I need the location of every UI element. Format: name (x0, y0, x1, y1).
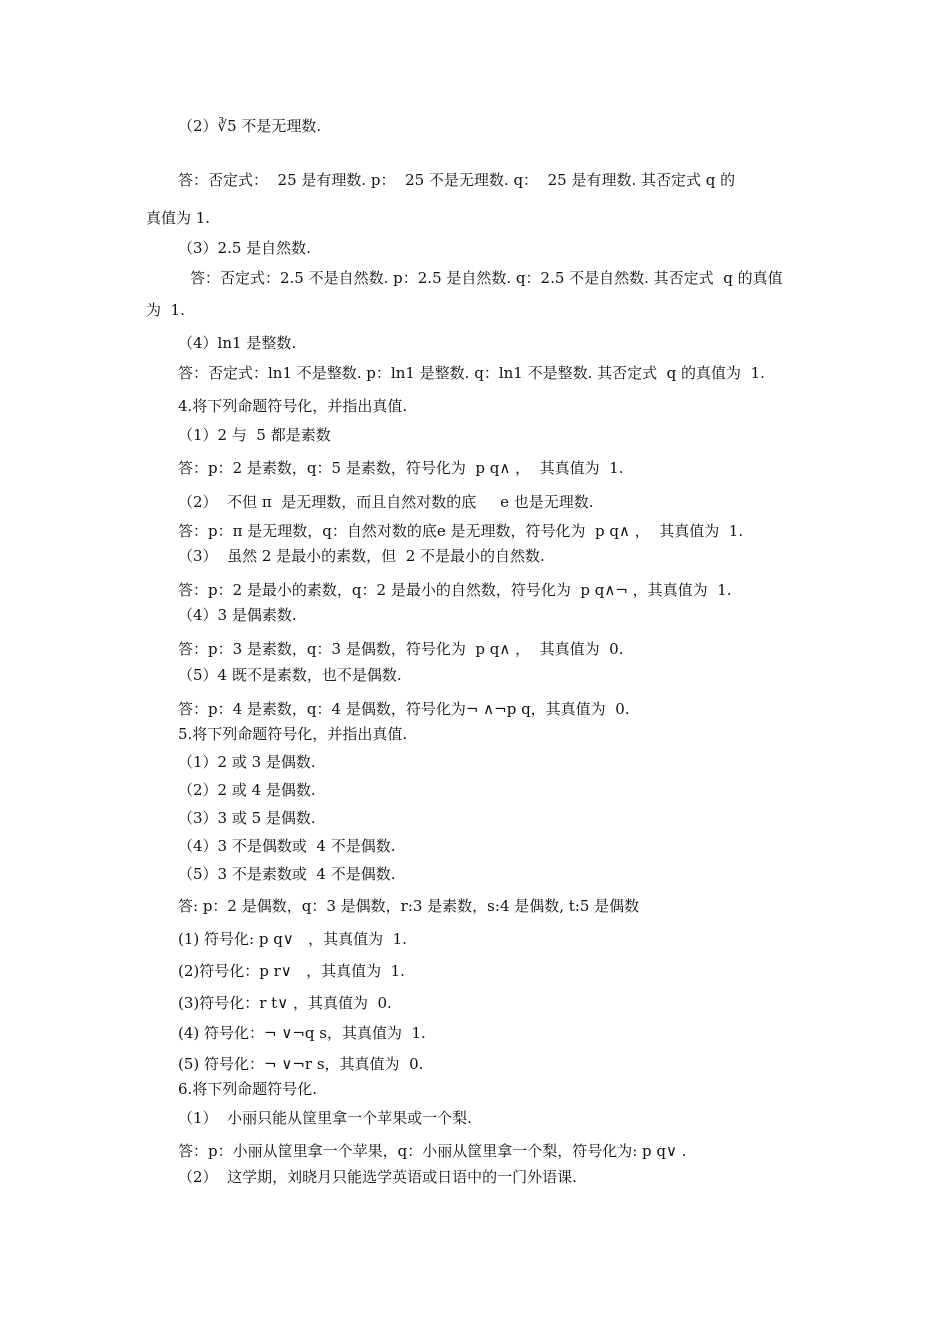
text-line: 答：p：小丽从筐里拿一个苹果，q：小丽从筐里拿一个梨，符号化为: p q∨ . (178, 1142, 687, 1160)
text-line: 4.将下列命题符号化，并指出真值. (178, 397, 408, 415)
text-line: （3） 虽然 2 是最小的素数，但 2 不是最小的自然数. (178, 547, 545, 565)
text-line: （4）3 不是偶数或 4 不是偶数. (178, 837, 396, 855)
text-line: 答：p：3 是素数，q：3 是偶数，符号化为 p q∧ ， 其真值为 0. (178, 640, 624, 658)
text-line: （4）3 是偶素数. (178, 606, 297, 624)
text-line: （4）ln1 是整数. (178, 334, 297, 352)
text-line: 6.将下列命题符号化. (178, 1080, 318, 1098)
text-line: (3)符号化：r t∨ ，其真值为 0. (178, 994, 392, 1012)
text-line: （1） 小丽只能从筐里拿一个苹果或一个梨. (178, 1109, 472, 1127)
text-line: （2） 不但 π 是无理数，而且自然对数的底 e 也是无理数. (178, 493, 594, 511)
text-line: 5.将下列命题符号化，并指出真值. (178, 725, 408, 743)
text-line: 答：否定式： 25 是有理数. p： 25 不是无理数. q： 25 是有理数. 其否定式 q 的 (178, 171, 736, 189)
text-line: (5) 符号化：¬ ∨¬r s，其真值为 0. (178, 1055, 424, 1073)
text-line: （2）2 或 4 是偶数. (178, 781, 316, 799)
text-line: （5）4 既不是素数，也不是偶数. (178, 666, 402, 684)
text-line: (2)符号化：p r∨ ，其真值为 1. (178, 962, 405, 980)
text-line: 答：p：2 是素数，q：5 是素数，符号化为 p q∧ ， 其真值为 1. (178, 459, 624, 477)
text-line: (4) 符号化：¬ ∨¬q s，其真值为 1. (178, 1024, 426, 1042)
text-line: 答：p：4 是素数，q：4 是偶数，符号化为¬ ∧¬p q，其真值为 0. (178, 700, 630, 718)
text-line: （1）2 或 3 是偶数. (178, 753, 316, 771)
text-line: （5）3 不是素数或 4 不是偶数. (178, 865, 396, 883)
text-line: （2） 这学期，刘晓月只能选学英语或日语中的一门外语课. (178, 1168, 577, 1186)
text-line: 答：p：π 是无理数，q：自然对数的底e 是无理数，符号化为 p q∧ ， 其真值为 1. (178, 522, 744, 540)
text-line: 答：否定式：2.5 不是自然数. p：2.5 是自然数. q：2.5 不是自然数. 其否定式 q 的真值 (190, 269, 783, 287)
text-line: 答：否定式：ln1 不是整数. p：ln1 是整数. q：ln1 不是整数. 其否定式 q 的真值为 1. (178, 364, 765, 382)
text-line: 答：p：2 是最小的素数，q：2 是最小的自然数，符号化为 p q∧¬ ，其真值为 1. (178, 581, 732, 599)
text-line: 答: p：2 是偶数，q：3 是偶数，r:3 是素数，s:4 是偶数, t:5 是偶数 (178, 897, 640, 915)
text-line: 真值为 1. (146, 209, 211, 227)
text-line: 为 1. (146, 301, 185, 319)
text-line: （2）∛5 不是无理数. (178, 117, 322, 135)
text-line: （3）2.5 是自然数. (178, 239, 311, 257)
text-line: (1) 符号化: p q∨ ，其真值为 1. (178, 930, 407, 948)
text-line: （1）2 与 5 都是素数 (178, 426, 331, 444)
text-line: （3）3 或 5 是偶数. (178, 809, 316, 827)
